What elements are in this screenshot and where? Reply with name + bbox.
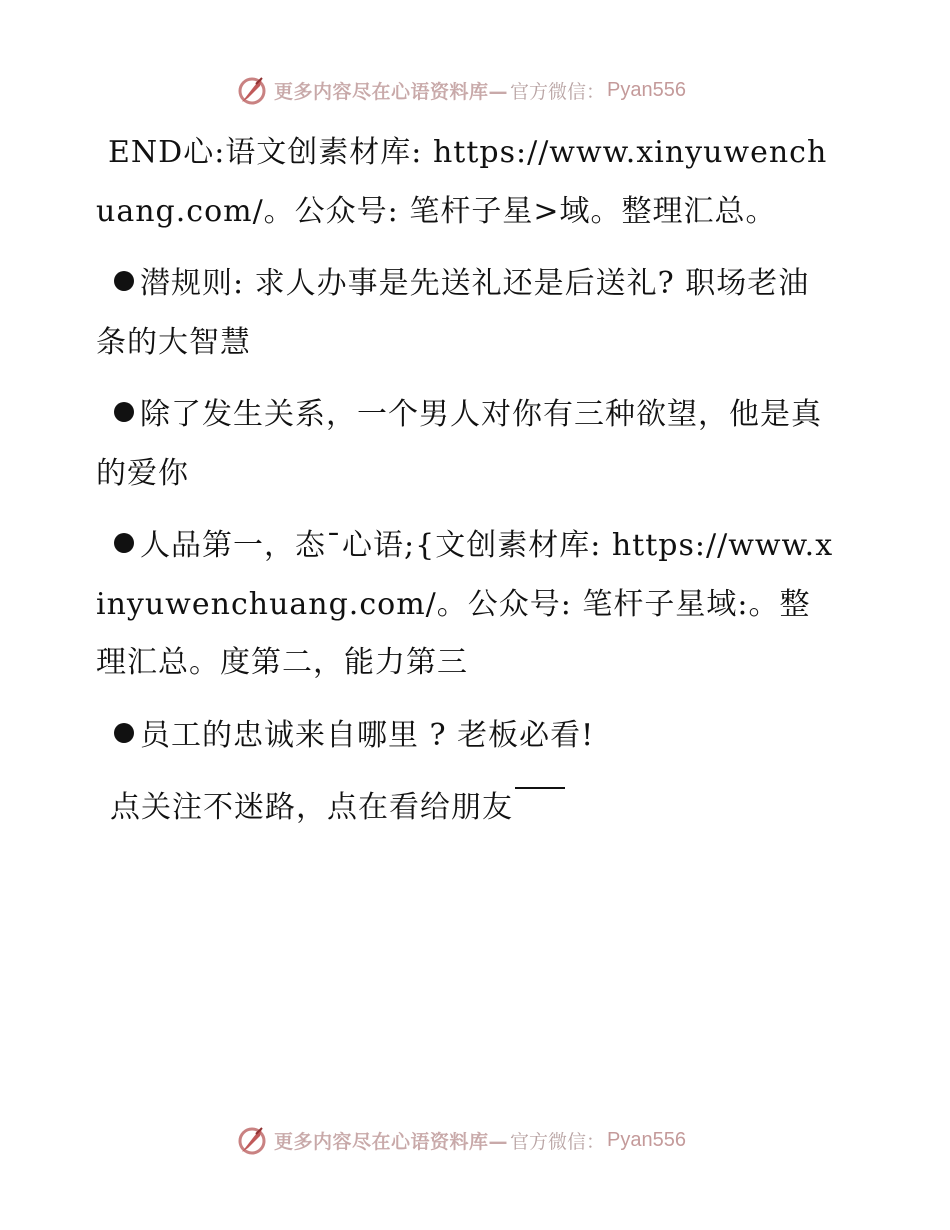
black-circle-bullet-icon (114, 723, 134, 743)
header-wechat-label: 官方微信： (510, 80, 606, 103)
list-item-text: 除了发生关系，一个男人对你有三种欲望，他是真的爱你 (96, 397, 822, 491)
closing-text: 点关注不迷路，点在看给朋友 (110, 790, 513, 825)
list-item (96, 517, 836, 693)
list-item (96, 255, 836, 372)
footer-banner-text: 更多内容尽在心语资料库— (274, 1130, 509, 1153)
quill-pen-logo-icon (236, 74, 268, 106)
black-circle-bullet-icon (114, 271, 134, 291)
intro-paragraph: END心:语文创素材库: https://www.xinyuwenchuang.com/。公众号: 笔杆子星>域。整理汇总。 (96, 135, 828, 229)
black-circle-bullet-icon (114, 533, 134, 553)
footer-wechat-label: 官方微信： (510, 1130, 606, 1153)
header-banner-text: 更多内容尽在心语资料库— (274, 80, 509, 103)
overline-mark (515, 787, 565, 789)
list-item (96, 707, 836, 766)
footer-watermark-banner (236, 1122, 796, 1158)
closing-line (96, 779, 836, 838)
document-body (96, 124, 836, 852)
list-item-text: 人品第一，态¯心语;{文创素材库: https://www.xinyuwenchuang.com/。公众号: 笔杆子星域:。整理汇总。度第二，能力第三 (96, 528, 834, 680)
list-item (96, 386, 836, 503)
header-watermark-banner (236, 72, 796, 108)
list-item-text: 员工的忠诚来自哪里 ? 老板必看! (140, 717, 595, 753)
black-circle-bullet-icon (114, 402, 134, 422)
quill-pen-logo-icon (236, 1124, 268, 1156)
list-item-text: 潜规则: 求人办事是先送礼还是后送礼? 职场老油条的大智慧 (96, 266, 810, 360)
footer-wechat-id: Pyan556 (607, 1128, 686, 1151)
header-wechat-id: Pyan556 (607, 78, 686, 101)
